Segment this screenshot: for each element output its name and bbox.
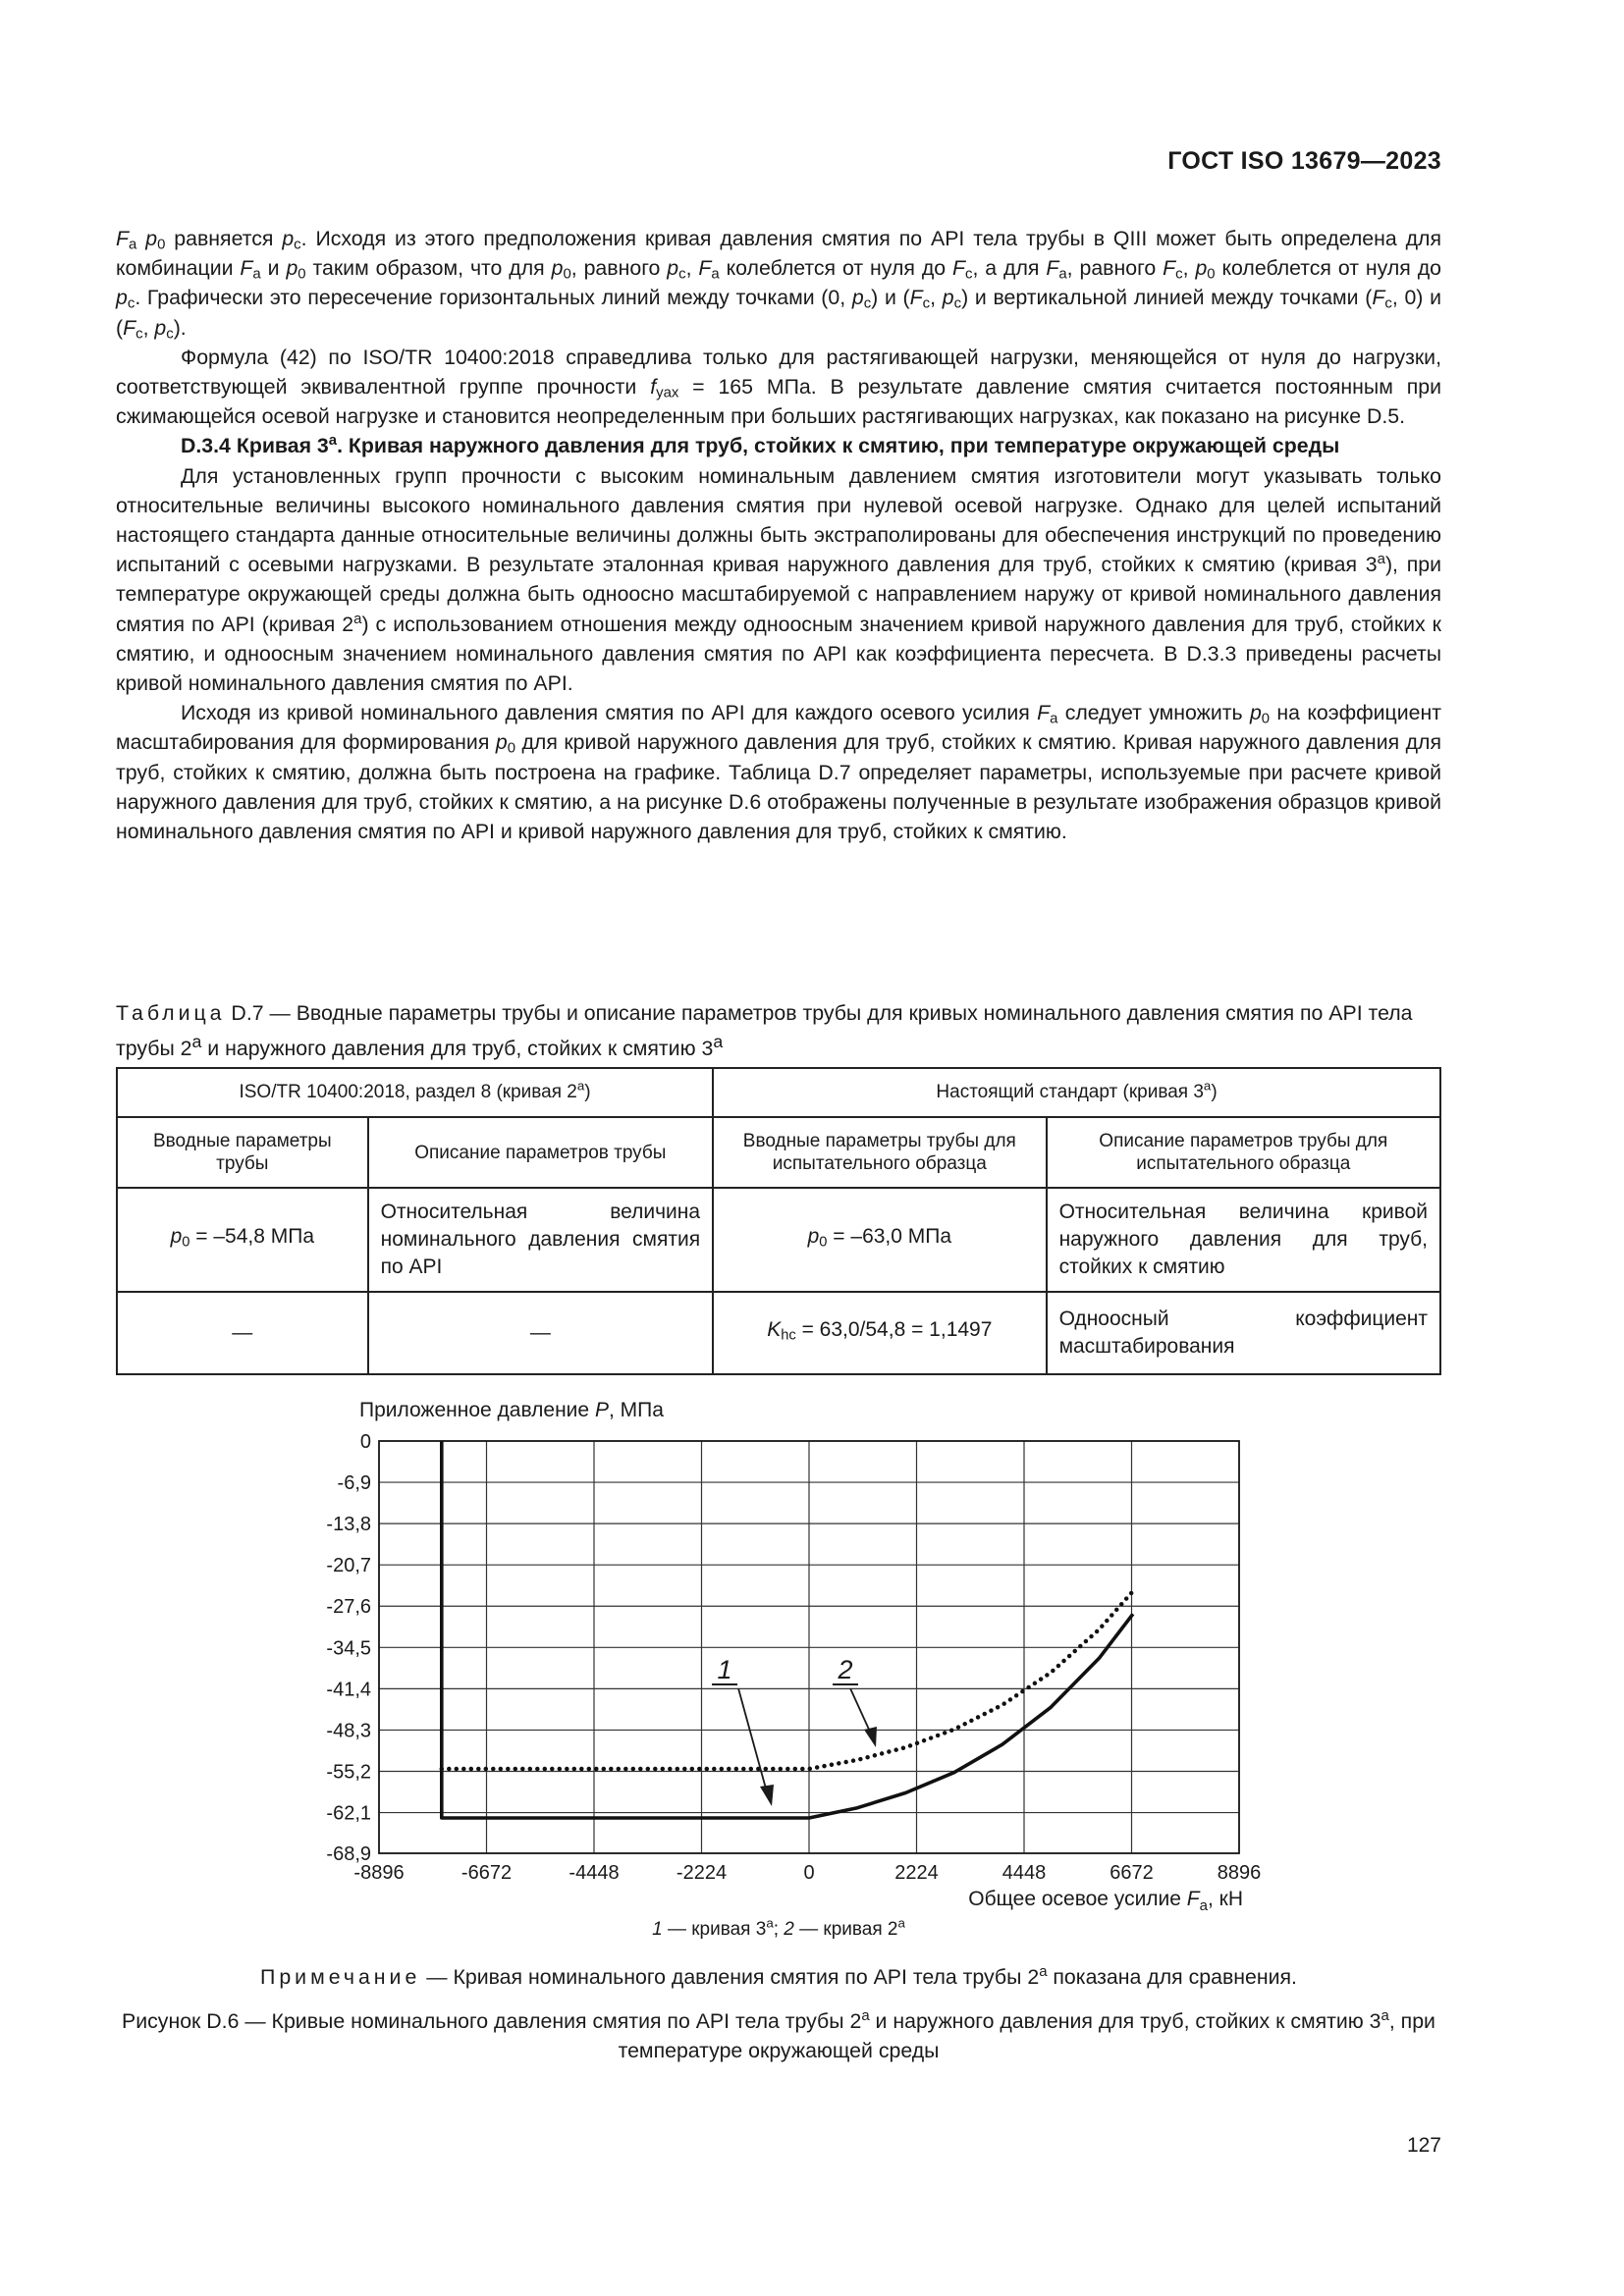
x-tick-label: -2224 [676,1862,728,1884]
group-header-iso: ISO/TR 10400:2018, раздел 8 (кривая 2$^a$) [117,1068,713,1117]
table-cell: $K_{hc} = 63,0/54,8 = 1,1497$ [713,1292,1046,1374]
table-cell: — [368,1292,713,1374]
series-line-1 [442,1441,1133,1818]
table-row [117,1188,1440,1292]
y-tick-label: -62,1 [326,1802,371,1825]
column-header: Вводные параметры трубы для испытательного образца [713,1117,1046,1188]
y-tick-label: -41,4 [326,1679,371,1701]
x-tick-label: -6672 [460,1862,513,1884]
y-tick-label: -68,9 [326,1843,371,1865]
table-group-header-row [117,1068,1440,1117]
group-header-standard: Настоящий стандарт (кривая 3$^a$) [713,1068,1440,1117]
paragraph-1: $F_a$ $p_0$ равняется $p_c$. Исходя из этого предположения кривая давления смятия по API тела трубы в QIII может быть определена для комбинации $F_a$ и $p_0$ таким образом, что для $p_0$, равного $p_c$, $F_a$ колеблется от нуля до $F_c$, а для $F_a$, равного $F_c$, $p_0$ колеблется от нуля до $p_c$. Графически это пересечение горизонтальных линий между точками (0, $p_c$) и ($F_c$, $p_c$) и вертикальной линией между точками ($F_c$, 0) и ($F_c$, $p_c$). [116,227,1441,343]
column-header: Описание параметров трубы для испытательного образца [1047,1117,1440,1188]
figure-note: Примечание — Кривая номинального давления смятия по API тела трубы 2$^a$ показана для сравнения. [260,1963,1297,1989]
table-row [117,1292,1440,1374]
callout-arrow-2 [864,1727,877,1747]
callout-leader-2 [850,1688,870,1732]
y-tick-label: -55,2 [326,1761,371,1784]
paragraph-4: Исходя из кривой номинального давления смятия по API для каждого осевого усилия $F_a$ следует умножить $p_0$ на коэффициент масштабирования для формирования $p_0$ для кривой наружного давления для труб, стойких к смятию. Кривая наружного давления для труб, стойких к смятию, должна быть построена на графике. Таблица D.7 определяет параметры, используемые при расчете кривой наружного давления для труб, стойких к смятию, а на рисунке D.6 отображены полученные в результате изображения образцов кривой номинального давления смятия по API и кривой наружного давления для труб, стойких к смятию. [116,701,1441,844]
x-axis-title: Общее осевое усилие $F_a$, кН [968,1888,1243,1914]
document-header: ГОСТ ISO 13679—2023 [1167,147,1441,175]
x-tick-label: 6672 [1110,1862,1154,1884]
collapse-pressure-chart [0,1394,1624,1914]
body-text [116,224,1441,846]
x-tick-label: 8896 [1217,1862,1262,1884]
table-cell: Относительная величина кривой наружного давления для труб, стойких к смятию [1047,1188,1440,1292]
y-tick-label: -6,9 [337,1472,371,1495]
y-tick-label: 0 [359,1431,371,1453]
y-tick-label: -48,3 [326,1720,371,1742]
figure-caption: Рисунок D.6 — Кривые номинального давления смятия по API тела трубы 2$^a$ и наружного давления для труб, стойких к смятию 3$^a$, при температуре окружающей среды [122,2007,1435,2062]
table-cell: Одноосный коэффициент масштабирования [1047,1292,1440,1374]
table-cell: — [117,1292,368,1374]
parameters-table [116,1067,1441,1375]
series-line-2 [442,1591,1133,1769]
column-header: Описание параметров трубы [368,1117,713,1188]
y-tick-label: -27,6 [326,1596,371,1619]
x-tick-label: -4448 [568,1862,620,1884]
table-cell: Относительная величина номинального давления смятия по API [368,1188,713,1292]
x-tick-label: 4448 [1001,1862,1047,1884]
paragraph-3: Для установленных групп прочности с высоким номинальным давлением смятия изготовители могут указывать только относительные величины высокого номинального давления смятия при нулевой осевой нагрузке. Однако для целей испытаний настоящего стандарта данные относительные величины должны быть экстраполированы для обеспечения инструкций по проведению испытаний с осевыми нагрузками. В результате эталонная кривая наружного давления для труб, стойких к смятию (кривая 3$^a$), при температуре окружающей среды должна быть одноосно масштабируемой с направлением наружу от кривой номинального давления смятия по API (кривая 2$^a$) с использованием отношения между одноосным значением кривой наружного давления для труб, стойких к смятию, и одноосным значением номинального давления смятия по API как коэффициента пересчета. В D.3.3 приведены расчеты кривой номинального давления смятия по API. [116,463,1441,696]
x-tick-label: 0 [803,1862,815,1884]
figure-legend: 1 — кривая 3$^a$; 2 — кривая 2$^a$ [652,1915,905,1940]
callout-arrow-1 [760,1785,774,1806]
callout-label-1: 1 [717,1655,732,1684]
table-cell: $p_0 = -54,8$ МПа [117,1188,368,1292]
callout-label-2: 2 [838,1655,853,1684]
y-tick-label: -34,5 [326,1637,371,1660]
x-tick-label: 2224 [894,1862,939,1884]
table-caption: Таблица D.7 — Вводные параметры трубы и описание параметров трубы для кривых номинального давления смятия по API тела трубы 2$^a$ и наружного давления для труб, стойких к смятию 3$^a$ [116,1001,1413,1061]
table-cell: $p_0 = -63,0$ МПа [713,1188,1046,1292]
column-header: Вводные параметры трубы [117,1117,368,1188]
page-number: 127 [1406,2134,1441,2157]
paragraph-2: Формула (42) по ISO/TR 10400:2018 справедлива только для растягивающей нагрузки, меняющейся от нуля до нагрузки, соответствующей эквивалентной группе прочности $f_{yax} = 165$ МПа. В результате давление смятия считается постоянным при сжимающейся осевой нагрузке и становится неопределенным при больших растягивающих нагрузках, как показано на рисунке D.5. [116,345,1441,429]
y-axis-title: Приложенное давление P, МПа [359,1399,664,1421]
y-tick-label: -13,8 [326,1514,371,1536]
table-header-row [117,1117,1440,1188]
x-tick-label: -8896 [353,1862,405,1884]
y-tick-label: -20,7 [326,1555,371,1577]
callout-leader-1 [738,1688,766,1789]
section-heading: D.3.4 Кривая 3$^a$. Кривая наружного давления для труб, стойких к смятию, при температуре окружающей среды [181,433,1340,458]
